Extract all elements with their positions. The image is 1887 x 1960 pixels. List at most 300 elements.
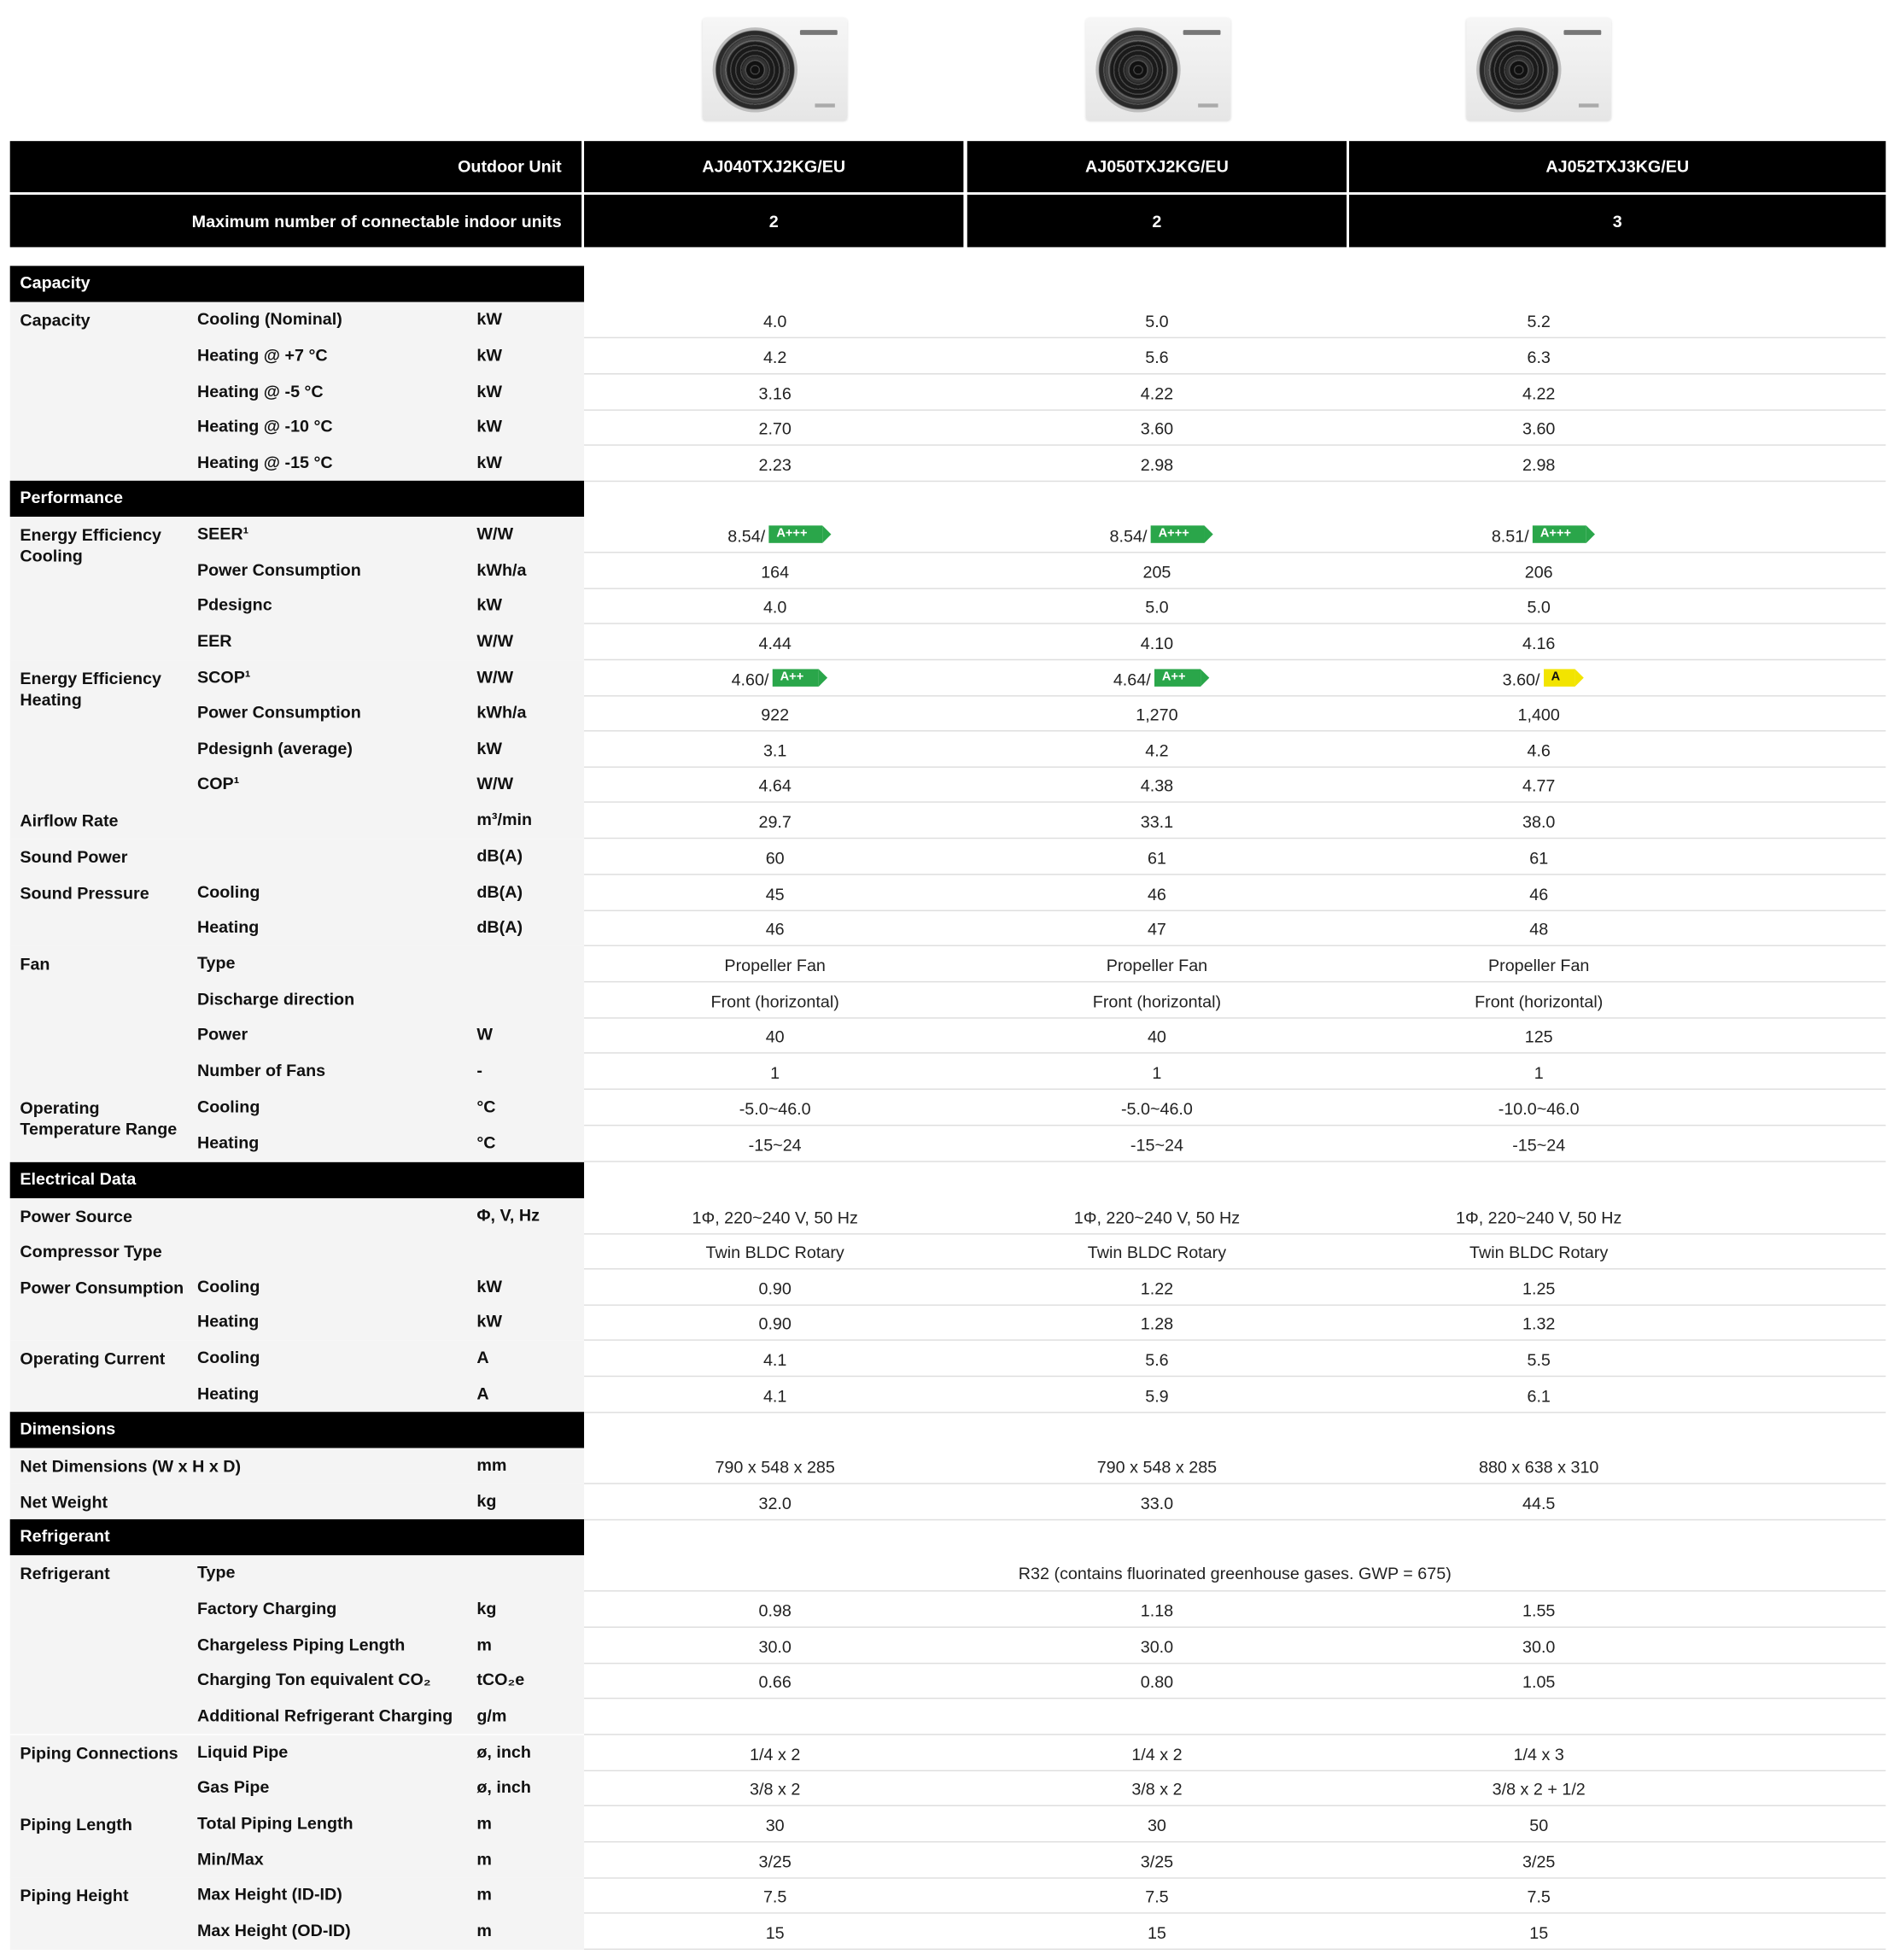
value-cell (584, 669, 966, 688)
value-text: 4.2 (762, 348, 787, 367)
row-unit: kWh/a (476, 702, 527, 722)
value-text: 15 (1147, 1923, 1166, 1943)
value-cell (584, 1779, 966, 1799)
value-text: 1,270 (1136, 705, 1178, 724)
value-cell (1348, 1457, 1730, 1477)
value-cell (1348, 1779, 1730, 1799)
value-text: 32.0 (758, 1494, 792, 1513)
value-cell (1348, 811, 1730, 831)
value-cell (584, 1242, 966, 1261)
value-text: 3/25 (1140, 1852, 1174, 1871)
value-text: 1 (1152, 1063, 1162, 1083)
value-text: 30 (1147, 1816, 1166, 1835)
row-sublabel: Liquid Pipe (196, 1742, 289, 1762)
section-dimensions (10, 1412, 584, 1448)
row-sublabel: SEER¹ (196, 524, 249, 543)
value-text: 4.10 (1140, 634, 1174, 653)
row-unit: kW (476, 739, 502, 758)
value-cell (1348, 1313, 1730, 1333)
value-text: 4.77 (1522, 776, 1556, 795)
row-sublabel: Heating (196, 1384, 260, 1403)
value-text: 125 (1524, 1027, 1553, 1046)
value-cell (966, 1062, 1347, 1082)
value-cell (584, 1135, 966, 1155)
value-text: 7.5 (762, 1887, 787, 1906)
value-text: Twin BLDC Rotary (705, 1243, 844, 1262)
section-title: Dimensions (20, 1419, 116, 1438)
table-row (10, 1663, 1886, 1699)
value-text: 0.98 (758, 1601, 792, 1621)
value-cell (966, 1457, 1347, 1477)
value-cell (966, 1207, 1347, 1226)
value-text: 3/8 x 2 (1131, 1780, 1183, 1799)
table-row (10, 1377, 1886, 1413)
value-text: 205 (1142, 563, 1171, 582)
model-name: AJ052TXJ3KG/EU (1545, 157, 1690, 177)
value-text: 4.1 (762, 1350, 787, 1370)
value-cell (1348, 1242, 1730, 1261)
row-sublabel: Cooling (196, 1277, 260, 1296)
row-label: Power Consumption (20, 1278, 184, 1297)
section-performance (10, 481, 584, 517)
row-label: Power Source (20, 1207, 132, 1226)
energy-label-badge: A+++ (769, 525, 822, 542)
section-title: Capacity (20, 273, 91, 293)
row-unit: °C (476, 1133, 496, 1153)
value-cell (584, 347, 966, 366)
value-text: 4.0 (762, 598, 787, 617)
table-row (10, 1198, 1886, 1234)
outdoor-unit-image-3 (1466, 13, 1613, 123)
row-sublabel: Type (196, 1562, 236, 1582)
value-text: 15 (765, 1923, 785, 1943)
row-unit: m (476, 1885, 492, 1904)
row-sublabel: Max Height (ID-ID) (196, 1885, 342, 1904)
table-row (10, 1555, 1886, 1591)
row-label: Airflow Rate (20, 811, 119, 830)
value-text: 206 (1524, 563, 1553, 582)
outdoor-unit-image-1 (703, 13, 850, 123)
value-text: 4.1 (762, 1386, 787, 1406)
row-sublabel: Heating (196, 1312, 260, 1331)
table-row (10, 1484, 1886, 1520)
value-text: 1/4 x 2 (750, 1745, 801, 1764)
value-text: 4.16 (1522, 634, 1556, 653)
value-text: 46 (1147, 885, 1166, 904)
row-unit: kW (476, 1312, 502, 1331)
value-cell (966, 1026, 1347, 1045)
value-text: 4.6 (1527, 741, 1551, 761)
row-sublabel: Charging Ton equivalent CO₂ (196, 1670, 431, 1689)
value-text: 38.0 (1522, 812, 1556, 832)
value-text: 3.60 (1140, 419, 1174, 438)
row-sublabel: Heating @ +7 °C (196, 345, 328, 365)
row-sublabel: Min/Max (196, 1850, 264, 1869)
value-cell (1348, 992, 1730, 1011)
value-cell (966, 847, 1347, 867)
value-text: 5.2 (1527, 312, 1551, 331)
value-text: 40 (1147, 1027, 1166, 1046)
value-cell (966, 1385, 1347, 1405)
row-unit: kW (476, 309, 502, 329)
row-sublabel: Total Piping Length (196, 1813, 353, 1833)
row-unit: ø, inch (476, 1742, 531, 1762)
table-row (10, 374, 1886, 410)
row-label: Piping Connections (20, 1743, 178, 1763)
value-text: 29.7 (758, 812, 792, 832)
row-unit: kg (476, 1491, 497, 1511)
value-text: 1.18 (1140, 1601, 1174, 1621)
table-row (10, 660, 1886, 710)
value-cell (584, 811, 966, 831)
row-unit: dB(A) (476, 845, 523, 865)
value-cell (1348, 1135, 1730, 1155)
value-cell (584, 847, 966, 867)
table-row (10, 588, 1886, 623)
value-text: 6.1 (1527, 1386, 1551, 1406)
value-text: 3/8 x 2 (750, 1780, 801, 1799)
value-text: 1.28 (1140, 1314, 1174, 1333)
value-text: 1.22 (1140, 1279, 1174, 1299)
value-text: Propeller Fan (724, 956, 826, 975)
table-row (10, 1017, 1886, 1053)
value-text: 3/8 x 2 + 1/2 (1492, 1780, 1586, 1799)
row-sublabel: Heating @ -10 °C (196, 417, 333, 436)
energy-label-badge: A++ (773, 669, 819, 686)
value-text: 3.60/ (1502, 670, 1540, 689)
table-row (10, 910, 1886, 946)
max-units-3 (1349, 195, 1886, 247)
row-sublabel: Pdesignh (average) (196, 739, 353, 758)
value-text: 5.5 (1527, 1350, 1551, 1370)
value-text: 2.98 (1522, 455, 1556, 475)
row-label: Net Weight (20, 1493, 108, 1512)
value-cell (966, 311, 1347, 331)
row-label: Sound Pressure (20, 883, 149, 903)
value-cell (1348, 1207, 1730, 1226)
table-row (10, 338, 1886, 374)
value-cell (1348, 347, 1730, 366)
value-text: 922 (761, 705, 790, 724)
value-text: 8.54/ (1109, 526, 1148, 546)
energy-label-badge: A+++ (1151, 525, 1204, 542)
outdoor-unit-label: Outdoor Unit (458, 157, 562, 177)
value-cell (1348, 1493, 1730, 1512)
value-text: 790 x 548 x 285 (1096, 1458, 1218, 1477)
value-text: Twin BLDC Rotary (1087, 1243, 1227, 1262)
value-text: -5.0~46.0 (1120, 1099, 1193, 1119)
value-text: 30 (765, 1816, 785, 1835)
energy-label-badge: A++ (1154, 669, 1201, 686)
value-cell (966, 1349, 1347, 1369)
value-text: 4.38 (1140, 776, 1174, 795)
value-cell (966, 811, 1347, 831)
value-text: 790 x 548 x 285 (715, 1458, 835, 1477)
value-cell (966, 525, 1347, 545)
value-cell (584, 383, 966, 403)
row-unit: W (476, 1025, 493, 1044)
row-divider (584, 481, 1885, 482)
value-cell (966, 1278, 1347, 1298)
value-text: 4.60/ (731, 670, 769, 689)
value-cell (584, 1493, 966, 1512)
value-cell (1348, 1026, 1730, 1045)
value-cell (966, 775, 1347, 795)
row-sublabel: Heating @ -5 °C (196, 382, 324, 401)
row-sublabel: Factory Charging (196, 1599, 337, 1618)
value-cell (1348, 669, 1730, 688)
value-cell (966, 955, 1347, 974)
value-cell (966, 669, 1347, 688)
row-sublabel: Cooling (196, 1097, 260, 1116)
row-unit: m (476, 1813, 492, 1833)
row-label: Compressor Type (20, 1242, 162, 1261)
value-cell (584, 740, 966, 760)
section-title: Performance (20, 488, 124, 507)
value-text: 15 (1529, 1923, 1549, 1943)
outdoor-unit-header (10, 141, 581, 192)
row-label: Piping Height (20, 1886, 129, 1905)
value-text: 48 (1529, 920, 1549, 939)
row-unit: m (476, 1921, 492, 1940)
value-text: 46 (765, 920, 785, 939)
value-cell (1348, 418, 1730, 438)
section-title: Electrical Data (20, 1169, 137, 1189)
value-text: -15~24 (748, 1136, 802, 1155)
value-cell (966, 884, 1347, 904)
table-row (10, 1126, 1886, 1161)
value-cell (1348, 955, 1730, 974)
value-cell (1348, 311, 1730, 331)
value-text: 3.60 (1522, 419, 1556, 438)
max-units-value: 2 (1152, 211, 1162, 231)
row-unit: W/W (476, 631, 514, 651)
value-text: 61 (1529, 848, 1549, 868)
value-text: 33.0 (1140, 1494, 1174, 1513)
value-cell (1348, 884, 1730, 904)
value-cell (1348, 1600, 1730, 1620)
value-cell (584, 1062, 966, 1082)
table-row (10, 1842, 1886, 1878)
value-text: 1/4 x 3 (1513, 1745, 1564, 1764)
row-label: Energy Efficiency Heating (20, 669, 161, 710)
table-row (10, 409, 1886, 445)
value-cell (584, 1922, 966, 1942)
row-unit: mm (476, 1455, 507, 1475)
row-sublabel: Max Height (OD-ID) (196, 1921, 351, 1940)
value-text: -15~24 (1130, 1136, 1183, 1155)
value-cell (1348, 704, 1730, 723)
section-refrigerant (10, 1519, 584, 1555)
table-row (10, 1770, 1886, 1806)
value-cell (966, 740, 1347, 760)
value-text: 1Φ, 220~240 V, 50 Hz (1456, 1208, 1622, 1227)
table-row (10, 302, 1886, 338)
value-cell (1348, 525, 1730, 545)
value-cell (966, 418, 1347, 438)
value-text: Twin BLDC Rotary (1469, 1243, 1609, 1262)
model-header-3 (1349, 141, 1886, 192)
row-unit: kW (476, 417, 502, 436)
row-sublabel: Power Consumption (196, 560, 361, 580)
table-row (10, 1877, 1886, 1913)
value-cell (1348, 1852, 1730, 1871)
table-row (10, 1914, 1886, 1950)
value-cell (584, 955, 966, 974)
row-unit: dB(A) (476, 882, 523, 902)
value-text: 7.5 (1527, 1887, 1551, 1906)
row-sublabel: Heating @ -15 °C (196, 453, 333, 472)
section-capacity (10, 266, 584, 301)
row-label: Net Dimensions (W x H x D) (20, 1456, 242, 1476)
table-row (10, 695, 1886, 731)
table-row (10, 1448, 1886, 1484)
value-cell (584, 1313, 966, 1333)
row-sublabel: Cooling (Nominal) (196, 309, 342, 329)
value-cell (584, 1600, 966, 1620)
table-row (10, 982, 1886, 1018)
value-text: 0.80 (1140, 1672, 1174, 1692)
table-row (10, 1592, 1886, 1628)
row-sublabel: COP¹ (196, 774, 240, 793)
value-text: 4.0 (762, 312, 787, 331)
row-unit: W/W (476, 524, 514, 543)
row-sublabel: Power (196, 1025, 248, 1044)
table-row (10, 766, 1886, 802)
energy-label-badge: A+++ (1533, 525, 1586, 542)
table-row (10, 732, 1886, 768)
value-text: 44.5 (1522, 1494, 1556, 1513)
value-cell (584, 1026, 966, 1045)
row-unit: kW (476, 595, 502, 615)
energy-label-badge: A (1544, 669, 1575, 686)
table-row (10, 803, 1886, 839)
value-text: 880 x 638 x 310 (1478, 1458, 1599, 1477)
model-header-2 (967, 141, 1347, 192)
value-cell (1348, 847, 1730, 867)
row-sublabel: Gas Pipe (196, 1777, 270, 1797)
row-value-span: R32 (contains fluorinated greenhouse gases. GWP = 675) (1018, 1564, 1452, 1583)
value-text: 4.22 (1522, 384, 1556, 404)
row-unit: W/W (476, 774, 514, 793)
value-cell (584, 884, 966, 904)
value-text: 4.64 (758, 776, 792, 795)
value-cell (1348, 1744, 1730, 1764)
value-text: 8.51/ (1491, 526, 1529, 546)
value-cell (966, 1098, 1347, 1118)
value-cell (966, 562, 1347, 582)
value-cell (584, 775, 966, 795)
value-text: -15~24 (1512, 1136, 1566, 1155)
row-sublabel: Number of Fans (196, 1061, 326, 1080)
row-unit: kW (476, 382, 502, 401)
value-text: 5.6 (1145, 348, 1169, 367)
value-cell (584, 1852, 966, 1871)
value-text: 5.0 (1145, 598, 1169, 617)
value-cell (1348, 454, 1730, 474)
section-title: Refrigerant (20, 1526, 110, 1546)
table-row (10, 1054, 1886, 1090)
value-cell (966, 1636, 1347, 1656)
value-text: 4.2 (1145, 741, 1169, 761)
value-text: 0.66 (758, 1672, 792, 1692)
value-text: Front (horizontal) (1475, 992, 1604, 1011)
value-text: -10.0~46.0 (1498, 1099, 1580, 1119)
value-cell (584, 704, 966, 723)
value-cell (584, 1671, 966, 1691)
value-cell (584, 1349, 966, 1369)
value-cell (584, 1636, 966, 1656)
value-text: -5.0~46.0 (739, 1099, 811, 1119)
value-text: 1/4 x 2 (1131, 1745, 1183, 1764)
row-sublabel: Cooling (196, 1348, 260, 1367)
value-text: 3/25 (1522, 1852, 1556, 1871)
value-cell (584, 1457, 966, 1477)
value-text: Propeller Fan (1106, 956, 1208, 975)
row-unit: °C (476, 1097, 496, 1116)
value-cell (584, 1098, 966, 1118)
value-cell (1348, 1062, 1730, 1082)
row-unit: kWh/a (476, 560, 527, 580)
value-cell (584, 1887, 966, 1906)
value-text: 5.0 (1527, 598, 1551, 617)
row-label: Capacity (20, 310, 91, 330)
value-cell (1348, 1098, 1730, 1118)
row-unit: g/m (476, 1706, 507, 1725)
row-unit: kW (476, 345, 502, 365)
fan-icon (1476, 27, 1561, 112)
value-cell (584, 992, 966, 1011)
row-divider (584, 1519, 1885, 1520)
value-text: 0.90 (758, 1314, 792, 1333)
row-unit: kg (476, 1599, 497, 1618)
row-sublabel: Additional Refrigerant Charging (196, 1706, 453, 1725)
row-sublabel: Type (196, 953, 236, 973)
value-text: 1,400 (1517, 705, 1560, 724)
table-row (10, 946, 1886, 982)
outdoor-unit-image-2 (1086, 13, 1233, 123)
value-text: 30.0 (1522, 1637, 1556, 1657)
value-cell (966, 347, 1347, 366)
row-divider (584, 1949, 1885, 1950)
value-cell (1348, 1922, 1730, 1942)
value-text: 60 (765, 848, 785, 868)
max-units-value: 3 (1612, 211, 1622, 231)
max-units-header (10, 195, 581, 247)
row-label: Operating Current (20, 1349, 166, 1368)
value-cell (966, 1600, 1347, 1620)
row-label: Operating Temperature Range (20, 1098, 178, 1139)
value-text: 4.64/ (1113, 670, 1151, 689)
value-text: 3.16 (758, 384, 792, 404)
value-cell (966, 1493, 1347, 1512)
row-unit: kW (476, 1277, 502, 1296)
value-text: 5.0 (1145, 312, 1169, 331)
fan-icon (1095, 27, 1180, 112)
value-cell (584, 1385, 966, 1405)
fan-icon (713, 27, 797, 112)
value-text: 46 (1529, 885, 1549, 904)
value-text: 4.22 (1140, 384, 1174, 404)
value-cell (966, 992, 1347, 1011)
value-cell (1348, 633, 1730, 652)
value-cell (966, 1313, 1347, 1333)
value-text: 1Φ, 220~240 V, 50 Hz (692, 1208, 858, 1227)
value-text: 2.70 (758, 419, 792, 438)
value-text: 1 (1534, 1063, 1544, 1083)
row-sublabel: Cooling (196, 882, 260, 902)
row-unit: - (476, 1061, 482, 1080)
